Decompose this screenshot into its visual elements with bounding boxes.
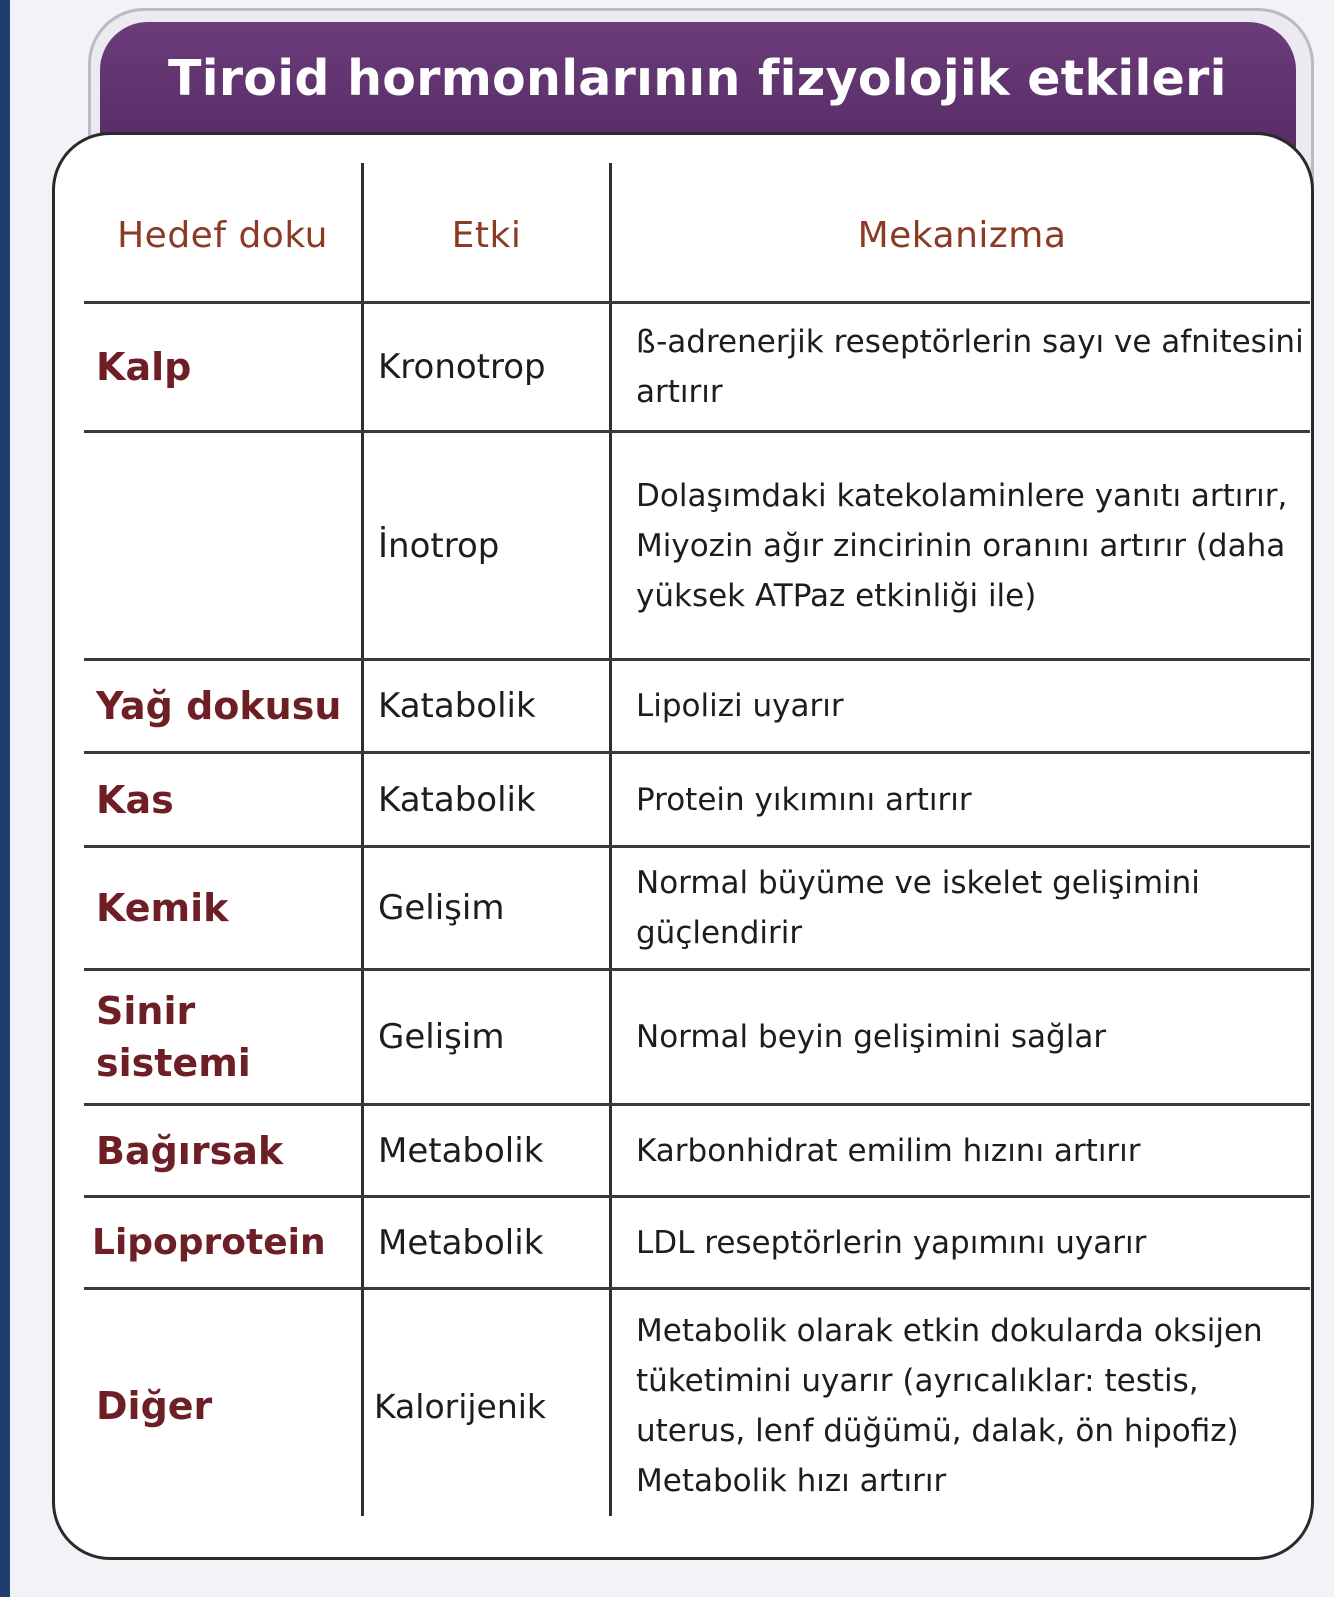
table-row-3-mechanism: Protein yıkımını artırır bbox=[636, 781, 972, 818]
table-row-6-effect: Metabolik bbox=[378, 1130, 544, 1171]
table-row-2-effect: Katabolik bbox=[378, 686, 536, 726]
table-row-6-tissue: Bağırsak bbox=[96, 1128, 284, 1173]
table-row-5-effect: Gelişim bbox=[378, 1017, 505, 1057]
table-row-4-tissue: Kemik bbox=[96, 886, 229, 930]
table-row-7-mechanism: LDL reseptörlerin yapımını uyarır bbox=[636, 1224, 1147, 1261]
table-row-3-effect: Katabolik bbox=[378, 779, 536, 820]
header-mekanizma: Mekanizma bbox=[857, 215, 1067, 256]
header-etki: Etki bbox=[451, 215, 522, 256]
table-row-5-tissue: Sinir sistemi bbox=[96, 989, 251, 1085]
table-row-5-mechanism: Normal beyin gelişimini sağlar bbox=[636, 1019, 1107, 1055]
table-row-0-tissue: Kalp bbox=[96, 345, 192, 389]
left-edge-strip bbox=[0, 0, 10, 1597]
table-row-1-mechanism: Dolaşımdaki katekolaminlere yanıtı artırır, Miyozin ağır zincirinin oranını artırır (daha yüksek ATPaz etkinliği ile) bbox=[636, 477, 1288, 614]
table-row-3-tissue: Kas bbox=[96, 777, 174, 822]
table-row-8-mechanism: Metabolik olarak etkin dokularda oksijen tüketimini uyarır (ayrıcalıklar: testis, uterus, lenf düğümü, dalak, ön hipofiz) Metabolik hızı artırır bbox=[636, 1313, 1263, 1499]
table-row-2-mechanism: Lipolizi uyarır bbox=[636, 688, 844, 724]
table-row-4-effect: Gelişim bbox=[378, 888, 505, 928]
table-row-1-tissue bbox=[84, 433, 361, 658]
table-row-7-tissue: Lipoprotein bbox=[92, 1221, 326, 1263]
table-row-1-effect: İnotrop bbox=[378, 525, 500, 566]
table-row-8-tissue: Diğer bbox=[96, 1384, 213, 1428]
table-row-0-mechanism: ß-adrenerjik reseptörlerin sayı ve afnitesini artırır bbox=[636, 324, 1304, 410]
table-row-8-effect: Kalorijenik bbox=[374, 1386, 547, 1426]
table-row-4-mechanism: Normal büyüme ve iskelet gelişimini güçlendirir bbox=[636, 865, 1200, 951]
table-title: Tiroid hormonlarının fizyolojik etkileri bbox=[168, 50, 1227, 107]
table-row-2-tissue: Yağ dokusu bbox=[96, 684, 342, 728]
table-row-0-effect: Kronotrop bbox=[378, 347, 546, 387]
column-divider-2 bbox=[609, 163, 612, 1516]
table-row-7-effect: Metabolik bbox=[378, 1222, 544, 1263]
header-hedef-doku: Hedef doku bbox=[117, 215, 328, 256]
table-row-6-mechanism: Karbonhidrat emilim hızını artırır bbox=[636, 1132, 1141, 1169]
